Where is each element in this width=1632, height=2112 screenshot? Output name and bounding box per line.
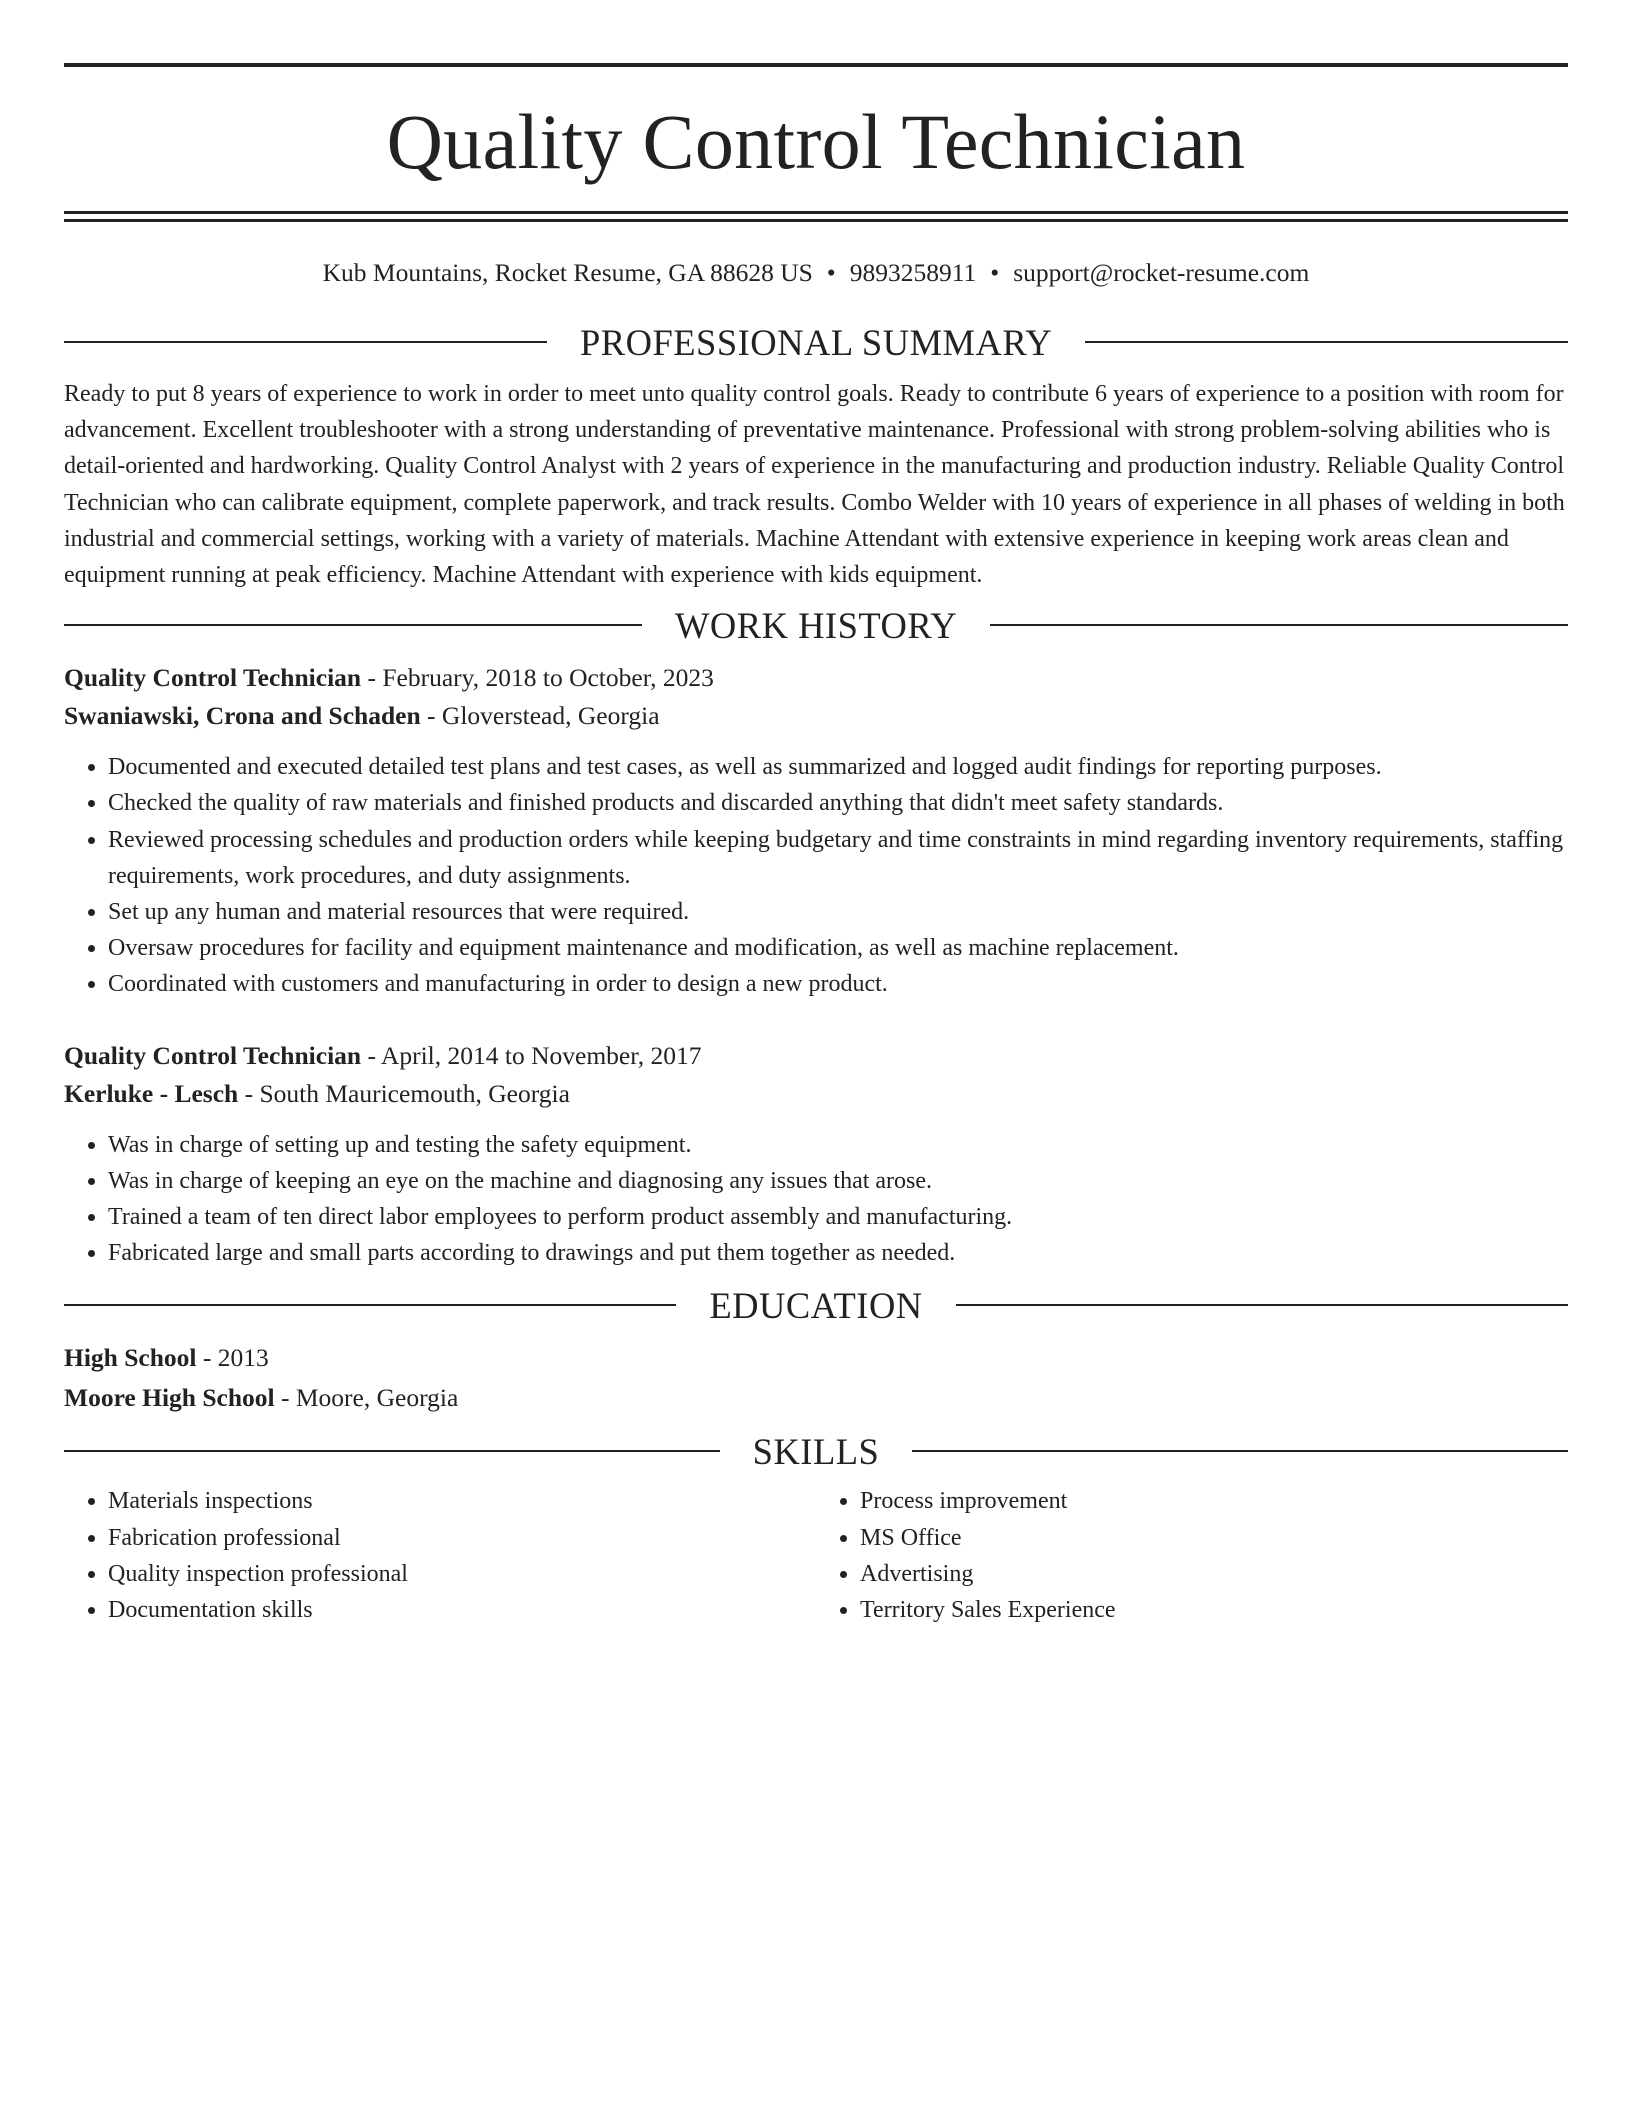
job-dates: - February, 2018 to October, 2023 (367, 663, 714, 693)
job-bullets (64, 749, 1568, 1002)
list-item: • Trained a team of ten direct labor employees to perform product assembly and manufacturing. (108, 1199, 1568, 1235)
job-bullets (64, 1127, 1568, 1272)
job-company-line (64, 697, 1568, 735)
section-rule (64, 1450, 720, 1452)
list-item: • Set up any human and material resources that were required. (108, 894, 1568, 930)
summary-text: Ready to put 8 years of experience to work in order to meet unto quality control goals. Ready to contribute 6 years of experience to a position with room for advancement. Excellent troubleshooter with a strong understanding of preventative maintenance. Professional with strong problem-solving abilities who is detail-oriented and hardworking. Quality Control Analyst with 2 years of experience in the manufacturing and production industry. Reliable Quality Control Technician who can calibrate equipment, complete paperwork, and track results. Combo Welder with 10 years of experience in all phases of welding in both industrial and commercial settings, working with a variety of materials. Machine Attendant with extensive experience in keeping work areas clean and equipment running at peak efficiency. Machine Attendant with experience with kids equipment. (64, 381, 1565, 589)
list-item: • Oversaw procedures for facility and equipment maintenance and modification, as well as machine replacement. (108, 930, 1568, 966)
education-entry (64, 1339, 1568, 1417)
list-item: • Checked the quality of raw materials and finished products and discarded anything that didn't meet safety standards. (108, 785, 1568, 821)
education-location: - Moore, Georgia (281, 1383, 459, 1413)
skill-item: • Quality inspection professional (108, 1556, 816, 1592)
section-rule (64, 341, 547, 343)
skills-column-left (64, 1483, 816, 1628)
job-title-line (64, 659, 1568, 697)
contact-line (64, 256, 1568, 290)
job-title-line (64, 1037, 1568, 1075)
education-school-line (64, 1379, 1568, 1417)
skill-item: • Process improvement (860, 1483, 1568, 1519)
skills-list (64, 1483, 1568, 1628)
skills-section-header (64, 1429, 1568, 1473)
work-section-header (64, 603, 1568, 647)
list-item: • Coordinated with customers and manufacturing in order to design a new product. (108, 966, 1568, 1002)
work-heading: WORK HISTORY (674, 604, 958, 646)
section-rule (64, 1304, 676, 1306)
skill-item: • Advertising (860, 1556, 1568, 1592)
job-company-line (64, 1075, 1568, 1113)
summary-section-header (64, 320, 1568, 364)
job-company: Swaniawski, Crona and Schaden (64, 701, 421, 731)
skill-item: • Materials inspections (108, 1483, 816, 1519)
skill-item: • Territory Sales Experience (860, 1592, 1568, 1628)
contact-phone: 9893258911 (849, 258, 977, 287)
job-title: Quality Control Technician (64, 663, 362, 693)
education-heading: EDUCATION (709, 1284, 923, 1326)
education-degree: High School (64, 1343, 197, 1373)
section-rule (64, 624, 642, 626)
education-year: - 2013 (202, 1343, 269, 1373)
job-company: Kerluke - Lesch (64, 1078, 239, 1108)
contact-address: Kub Mountains, Rocket Resume, GA 88628 US (322, 258, 813, 287)
list-item: • Was in charge of keeping an eye on the machine and diagnosing any issues that arose. (108, 1163, 1568, 1199)
list-item: • Documented and executed detailed test plans and test cases, as well as summarized and logged audit findings for reporting purposes. (108, 749, 1568, 785)
skill-item: • MS Office (860, 1520, 1568, 1556)
education-degree-line (64, 1339, 1568, 1377)
resume-title: Quality Control Technician (386, 98, 1246, 185)
skills-heading: SKILLS (752, 1430, 880, 1472)
skill-item: • Documentation skills (108, 1592, 816, 1628)
job-entry (64, 659, 1568, 1002)
bullet-separator: • (990, 258, 1000, 287)
job-title: Quality Control Technician (64, 1040, 362, 1070)
job-location: - South Mauricemouth, Georgia (244, 1078, 570, 1108)
section-rule (956, 1304, 1568, 1306)
list-item: • Reviewed processing schedules and production orders while keeping budgetary and time constraints in mind regarding inventory requirements, staffing requirements, work procedures, and duty assignments. (108, 822, 1568, 894)
top-rule (64, 63, 1568, 67)
summary-heading: PROFESSIONAL SUMMARY (579, 321, 1053, 363)
list-item: • Fabricated large and small parts according to drawings and put them together as needed. (108, 1235, 1568, 1271)
education-section-header (64, 1283, 1568, 1327)
bullet-separator: • (826, 258, 836, 287)
section-rule (912, 1450, 1568, 1452)
job-dates: - April, 2014 to November, 2017 (367, 1040, 702, 1070)
job-entry (64, 1037, 1568, 1272)
job-location: - Gloverstead, Georgia (427, 701, 660, 731)
list-item: • Was in charge of setting up and testing the safety equipment. (108, 1127, 1568, 1163)
title-double-rule (64, 211, 1568, 222)
skills-column-right (816, 1483, 1568, 1628)
section-rule (1085, 341, 1568, 343)
skill-item: • Fabrication professional (108, 1520, 816, 1556)
section-rule (990, 624, 1568, 626)
contact-email: support@rocket-resume.com (1013, 258, 1310, 287)
education-school: Moore High School (64, 1383, 275, 1413)
